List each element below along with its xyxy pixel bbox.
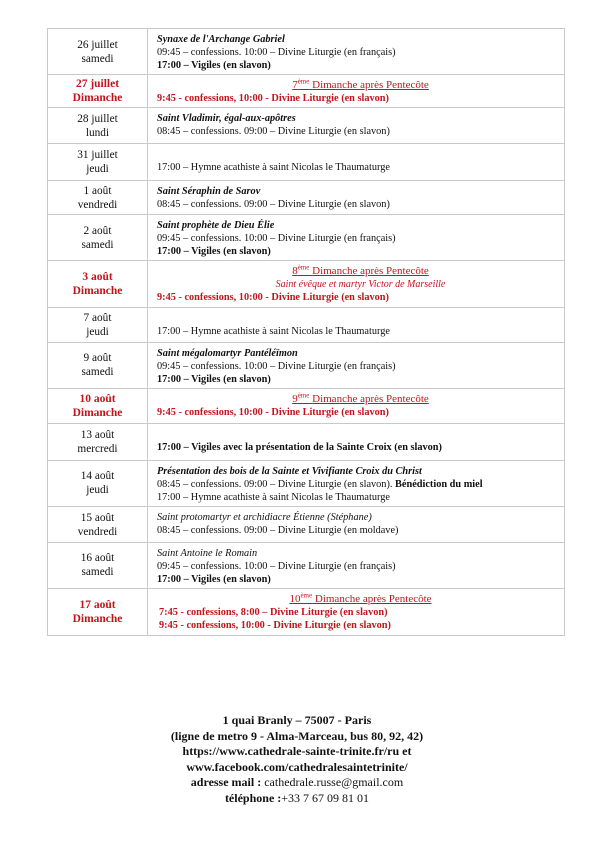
ordinal-suffix: ème — [300, 591, 313, 600]
address-line: 1 quai Branly – 75007 - Paris — [222, 713, 372, 727]
service-time-line: 17:00 – Vigiles (en slavon) — [157, 374, 271, 385]
day-text: samedi — [81, 52, 114, 65]
feast-name: Saint Vladimir, égal-aux-apôtres — [157, 113, 296, 124]
day-text: vendredi — [77, 525, 118, 538]
service-time-line: 09:45 – confessions. 10:00 – Divine Liturgie (en français) — [157, 361, 396, 372]
sunday-title — [157, 393, 564, 406]
service-info-cell — [148, 589, 565, 636]
date-cell — [48, 589, 148, 636]
date-text: 10 août — [79, 393, 116, 405]
phone-label: téléphone : — [224, 790, 282, 805]
day-text: mercredi — [77, 443, 118, 455]
date-text: 17 août — [79, 599, 116, 611]
date-cell — [48, 108, 148, 144]
sunday-number: 8 — [292, 265, 298, 277]
service-time-line: 17:00 – Vigiles (en slavon) — [157, 574, 271, 585]
date-cell — [48, 29, 148, 75]
sunday-title — [157, 79, 564, 92]
service-time-text: 08:45 – confessions. 09:00 – Divine Liturgie (en slavon). — [157, 479, 393, 490]
ordinal-suffix: ème — [297, 391, 310, 400]
day-text: Dimanche — [72, 407, 123, 419]
email-line — [0, 775, 594, 791]
date-cell — [48, 343, 148, 389]
date-text: 15 août — [80, 511, 115, 524]
date-text: 3 août — [82, 271, 113, 283]
service-time-line — [157, 478, 564, 491]
date-text: 13 août — [80, 429, 115, 441]
schedule-row — [48, 29, 565, 75]
blessing-note: Bénédiction du miel — [392, 479, 483, 490]
date-cell — [48, 308, 148, 343]
service-time-line: 08:45 – confessions. 09:00 – Divine Liturgie (en slavon) — [157, 126, 390, 137]
service-info-cell — [148, 181, 565, 215]
sunday-title-text: Dimanche après Pentecôte — [312, 79, 429, 91]
ordinal-suffix: ème — [297, 263, 310, 272]
day-text: samedi — [81, 566, 114, 578]
service-info-cell — [148, 461, 565, 507]
sunday-title-text: Dimanche après Pentecôte — [312, 265, 429, 277]
service-time-line: 08:45 – confessions. 09:00 – Divine Liturgie (en moldave) — [157, 525, 399, 536]
date-cell — [48, 144, 148, 181]
date-text: 14 août — [80, 470, 115, 482]
service-info-cell — [148, 215, 565, 261]
service-time-line: 9:45 - confessions, 10:00 - Divine Liturgie (en slavon) — [159, 620, 391, 631]
spacer-line — [157, 428, 564, 441]
service-time-line: 7:45 - confessions, 8:00 – Divine Liturgie (en slavon) — [159, 607, 388, 618]
phone-line — [0, 791, 594, 807]
service-info-cell — [148, 389, 565, 424]
date-cell — [48, 461, 148, 507]
date-text: 26 juillet — [77, 38, 118, 51]
feast-name: Saint prophète de Dieu Élie — [157, 220, 275, 231]
date-cell — [48, 261, 148, 308]
service-time-line: 17:00 – Vigiles (en slavon) — [157, 60, 271, 71]
schedule-row — [48, 144, 565, 181]
day-text: vendredi — [77, 198, 118, 211]
sunday-number: 10 — [289, 593, 301, 605]
service-info-cell — [148, 75, 565, 108]
schedule-row — [48, 424, 565, 461]
day-text: lundi — [85, 126, 110, 139]
date-text: 2 août — [83, 224, 112, 237]
service-time-line: 09:45 – confessions. 10:00 – Divine Liturgie (en français) — [157, 561, 396, 572]
service-time-line: 17:00 – Vigiles (en slavon) — [157, 246, 271, 257]
feast-name: Saint protomartyr et archidiacre Étienne (Stéphane) — [157, 512, 372, 523]
schedule-row — [48, 343, 565, 389]
date-cell — [48, 389, 148, 424]
service-info-cell — [148, 343, 565, 389]
service-time-line: 9:45 - confessions, 10:00 - Divine Liturgie (en slavon) — [157, 407, 389, 418]
day-text: samedi — [81, 366, 114, 378]
sunday-title-text: Dimanche après Pentecôte — [314, 593, 432, 605]
schedule-row — [48, 507, 565, 543]
feast-name: Présentation des bois de la Sainte et Vivifiante Croix du Christ — [157, 466, 422, 477]
feast-subtitle: Saint évêque et martyr Victor de Marseille — [275, 279, 446, 290]
ordinal-suffix: ème — [297, 77, 310, 86]
date-text: 16 août — [80, 552, 115, 564]
day-text: samedi — [81, 238, 114, 251]
date-text: 28 juillet — [77, 112, 118, 125]
schedule-row — [48, 75, 565, 108]
service-info-cell — [148, 543, 565, 589]
day-text: jeudi — [86, 484, 109, 496]
service-info-cell — [148, 308, 565, 343]
contact-footer — [0, 713, 594, 806]
service-time-line: 17:00 – Vigiles avec la présentation de la Sainte Croix (en slavon) — [157, 442, 442, 453]
date-text: 7 août — [83, 312, 112, 324]
schedule-row — [48, 308, 565, 343]
day-text: jeudi — [86, 326, 109, 338]
feast-name: Saint mégalomartyr Pantéléïmon — [157, 348, 298, 359]
schedule-row — [48, 589, 565, 636]
date-text: 27 juillet — [75, 77, 120, 90]
sunday-title-text: Dimanche après Pentecôte — [312, 393, 429, 405]
date-cell — [48, 75, 148, 108]
schedule-row — [48, 108, 565, 144]
email-link[interactable]: cathedrale.russe@gmail.com — [264, 775, 404, 789]
service-info-cell — [148, 261, 565, 308]
service-time-line: 08:45 – confessions. 09:00 – Divine Liturgie (en slavon) — [157, 199, 390, 210]
date-text: 31 juillet — [77, 149, 118, 161]
schedule-body — [48, 29, 565, 636]
sunday-title — [157, 593, 564, 606]
date-cell — [48, 215, 148, 261]
day-text: Dimanche — [72, 285, 123, 297]
schedule-table — [47, 28, 565, 636]
date-cell — [48, 543, 148, 589]
service-time-line: 9:45 - confessions, 10:00 - Divine Liturgie (en slavon) — [157, 93, 389, 104]
spacer-line — [157, 148, 564, 161]
service-time-line: 17:00 – Hymne acathiste à saint Nicolas le Thaumaturge — [157, 326, 390, 337]
email-label: adresse mail : — [190, 775, 262, 789]
service-info-cell — [148, 29, 565, 75]
date-text: 9 août — [83, 352, 112, 364]
date-cell — [48, 181, 148, 215]
day-text: Dimanche — [72, 91, 123, 104]
service-time-line: 9:45 - confessions, 10:00 - Divine Liturgie (en slavon) — [157, 292, 389, 303]
date-text: 1 août — [83, 184, 112, 197]
sunday-number: 9 — [292, 393, 298, 405]
sunday-number: 7 — [292, 79, 298, 91]
date-cell — [48, 507, 148, 543]
service-info-cell — [148, 144, 565, 181]
schedule-row — [48, 215, 565, 261]
date-cell — [48, 424, 148, 461]
schedule-row — [48, 389, 565, 424]
service-info-cell — [148, 507, 565, 543]
feast-name: Synaxe de l'Archange Gabriel — [157, 34, 285, 45]
service-time-line: 17:00 – Hymne acathiste à saint Nicolas le Thaumaturge — [157, 162, 390, 173]
metro-line: (ligne de metro 9 - Alma-Marceau, bus 80, 92, 42) — [170, 728, 424, 743]
feast-name: Saint Antoine le Romain — [157, 548, 258, 559]
sunday-title — [157, 265, 564, 278]
spacer-line — [157, 312, 564, 325]
schedule-row — [48, 181, 565, 215]
schedule-row — [48, 461, 565, 507]
service-time-line: 09:45 – confessions. 10:00 – Divine Liturgie (en français) — [157, 47, 396, 58]
website-link[interactable]: https://www.cathedrale-sainte-trinite.fr/ru et — [182, 744, 412, 758]
phone-value: +33 7 67 09 81 01 — [281, 790, 370, 805]
service-time-line: 17:00 – Hymne acathiste à saint Nicolas le Thaumaturge — [157, 492, 390, 503]
facebook-link[interactable]: www.facebook.com/cathedralesaintetrinite/ — [186, 759, 408, 774]
service-time-line: 09:45 – confessions. 10:00 – Divine Liturgie (en français) — [157, 233, 396, 244]
day-text: Dimanche — [72, 613, 123, 625]
service-info-cell — [148, 108, 565, 144]
day-text: jeudi — [86, 163, 109, 175]
schedule-row — [48, 261, 565, 308]
service-info-cell — [148, 424, 565, 461]
feast-name: Saint Séraphin de Sarov — [157, 186, 261, 197]
schedule-row — [48, 543, 565, 589]
